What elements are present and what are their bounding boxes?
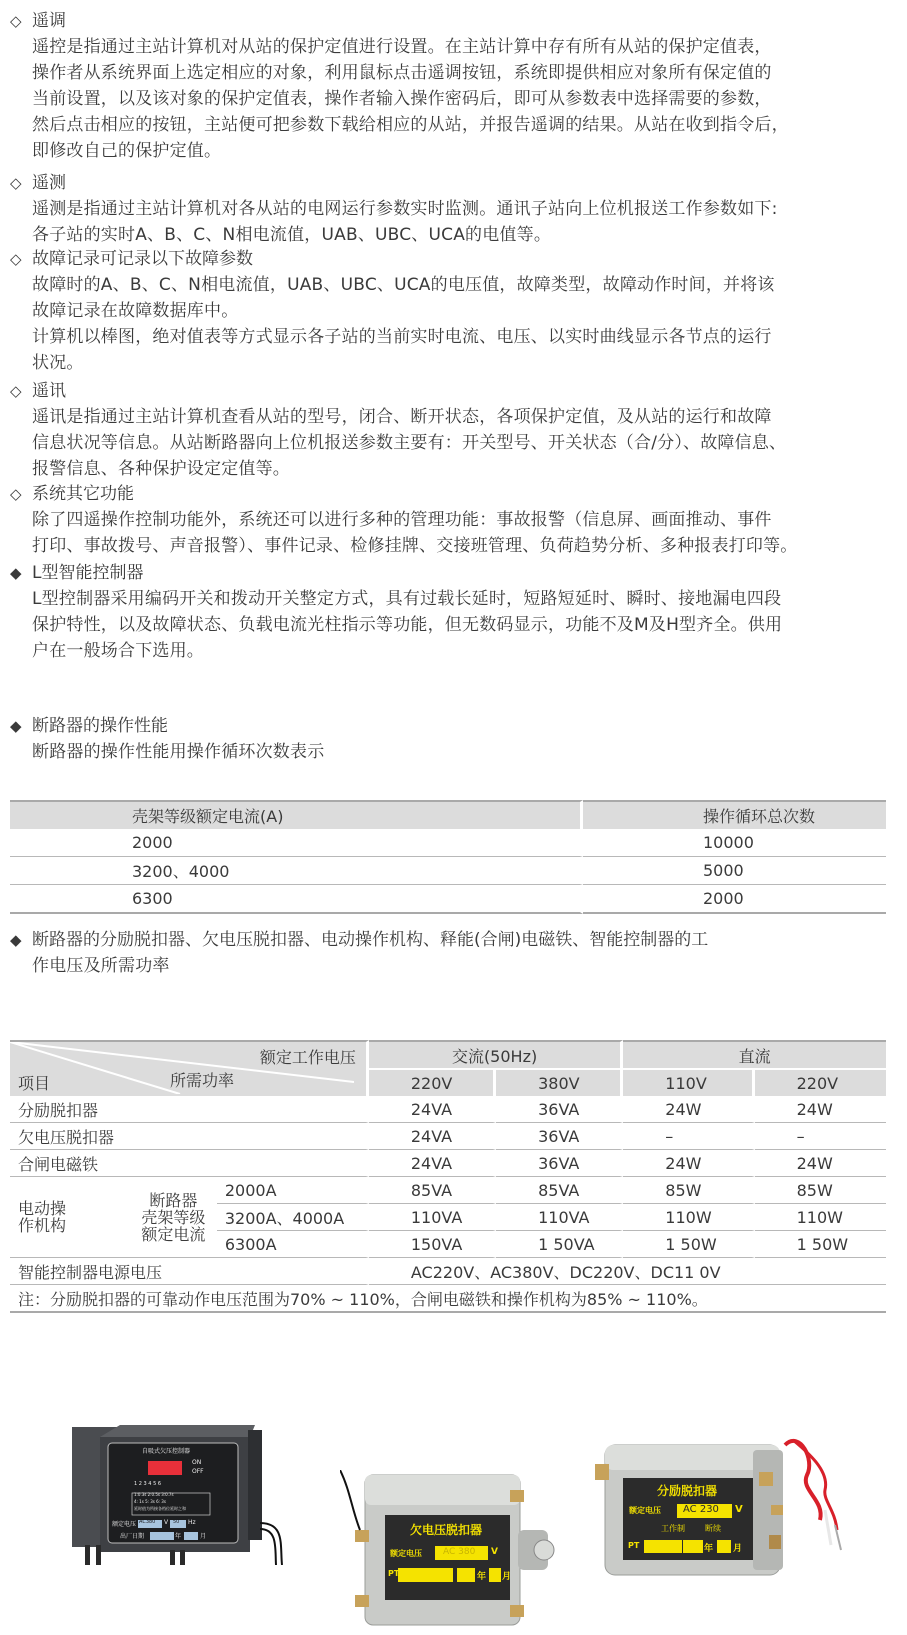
cell-frame-current: 3200、4000 bbox=[10, 857, 583, 885]
controller-value: AC220V、AC380V、DC220V、DC11 0V bbox=[369, 1258, 886, 1285]
operation-table-header bbox=[10, 800, 886, 829]
undervoltage-release-photo bbox=[340, 1470, 555, 1630]
cell-value: 110VA bbox=[369, 1204, 496, 1231]
cell-value: 85VA bbox=[496, 1177, 623, 1204]
body-line: 遥控是指通过主站计算机对从站的保护定值进行设置。在主站计算中存有所有从站的保护定值表， bbox=[32, 37, 772, 57]
controller-rated-value: AC380 bbox=[139, 1519, 156, 1525]
cell-frame-current: 2000 bbox=[10, 829, 583, 857]
header-item: 项目 bbox=[18, 1074, 51, 1093]
header-dc: 直流 bbox=[623, 1040, 886, 1070]
note-row bbox=[10, 1285, 886, 1313]
header-dc-220v: 220V bbox=[755, 1070, 886, 1096]
cell-value: 24W bbox=[755, 1150, 886, 1177]
section bbox=[10, 170, 900, 248]
undervoltage-rated-value: AC 380 bbox=[443, 1547, 476, 1557]
operation-subtitle: 断路器的操作性能用操作循环次数表示 bbox=[32, 742, 325, 762]
power-heading: ◆ 断路器的分励脱扣器、欠电压脱扣器、电动操作机构、释能(合闸)电磁铁、智能控制器的工 bbox=[10, 927, 900, 953]
body-line: 遥讯是指通过主站计算机查看从站的型号，闭合、断开状态，各项保护定值，及从站的运行和故障 bbox=[32, 407, 772, 427]
header-cycles: 操作循环总次数 bbox=[583, 800, 886, 829]
row-item: 分励脱扣器 bbox=[10, 1096, 369, 1123]
diamond-outline-icon: ◇ bbox=[10, 485, 22, 503]
diamond-outline-icon: ◇ bbox=[10, 250, 22, 268]
shunt-label-title: 分励脱扣器 bbox=[657, 1484, 718, 1498]
cell-value: 1 50W bbox=[623, 1231, 754, 1258]
body-line: L型控制器采用编码开关和拨动开关整定方式，具有过载长延时，短路短延时、瞬时、接地漏电四段 bbox=[32, 589, 782, 609]
body-line: 当前设置，以及该对象的保护定值表，操作者输入操作密码后，即可从参数表中选择需要的参数， bbox=[32, 89, 772, 109]
table-note: 注：分励脱扣器的可靠动作电压范围为70% ~ 110%，合闸电磁铁和操作机构为85% ~ 110%。 bbox=[10, 1285, 886, 1313]
cell-value: 24VA bbox=[369, 1096, 496, 1123]
cell-value: 85W bbox=[623, 1177, 754, 1204]
table-row bbox=[10, 829, 886, 857]
section-body bbox=[10, 272, 900, 376]
undervoltage-v: V bbox=[491, 1547, 498, 1557]
controller-year: 年 bbox=[175, 1533, 182, 1540]
controller-label-title: 自吸式欠压控制器 bbox=[142, 1448, 191, 1455]
section-heading bbox=[10, 481, 900, 507]
table-row bbox=[10, 1150, 886, 1177]
section bbox=[10, 246, 900, 376]
section-title: 遥讯 bbox=[32, 381, 66, 401]
cell-value: 24W bbox=[755, 1096, 886, 1123]
power-section bbox=[10, 927, 900, 979]
section-body bbox=[10, 34, 900, 164]
body-line: 户在一般场合下选用。 bbox=[32, 641, 204, 661]
section-title: 遥测 bbox=[32, 173, 66, 193]
shunt-release-body bbox=[585, 1400, 855, 1580]
header-rated-voltage: 额定工作电压 bbox=[259, 1048, 356, 1067]
section-body bbox=[10, 404, 900, 482]
header-dc-110v: 110V bbox=[623, 1070, 754, 1096]
section-body bbox=[10, 507, 900, 559]
undervoltage-label-title: 欠电压脱扣器 bbox=[410, 1523, 483, 1537]
controller-label-on: ON bbox=[192, 1459, 202, 1466]
cell-value: 1 50VA bbox=[496, 1231, 623, 1258]
section-heading bbox=[10, 378, 900, 404]
cell-cycles: 2000 bbox=[583, 885, 886, 914]
table-row bbox=[10, 1177, 886, 1204]
controller-hz: Hz bbox=[188, 1519, 196, 1526]
body-line: 状况。 bbox=[32, 353, 84, 373]
body-line: 报警信息、各种保护设定定值等。 bbox=[32, 459, 290, 479]
section-title: L型智能控制器 bbox=[32, 563, 144, 583]
body-line: 故障记录在故障数据库中。 bbox=[32, 301, 239, 321]
body-line: 打印、事故拨号、声音报警）、事件记录、检修挂牌、交接班管理、负荷趋势分析、多种报表打印等。 bbox=[32, 536, 798, 556]
shunt-duty-label: 工作制 bbox=[661, 1524, 685, 1533]
cell-value: 24W bbox=[623, 1150, 754, 1177]
controller-label-off: OFF bbox=[192, 1468, 204, 1475]
cell-value: 36VA bbox=[496, 1150, 623, 1177]
cell-value: 110W bbox=[755, 1204, 886, 1231]
body-line: 即修改自己的保护定值。 bbox=[32, 141, 222, 161]
cell-value: 24VA bbox=[369, 1150, 496, 1177]
cell-value: 1 50W bbox=[755, 1231, 886, 1258]
section-body bbox=[10, 196, 900, 248]
diamond-outline-icon: ◇ bbox=[10, 174, 22, 192]
section bbox=[10, 560, 900, 664]
undervoltage-controller-photo bbox=[70, 1425, 285, 1565]
section-body bbox=[10, 586, 900, 664]
body-line: 保护特性，以及故障状态、负载电流光柱指示等功能，但无数码显示，功能不及M及H型齐全。供用 bbox=[32, 615, 783, 635]
cell-cycles: 10000 bbox=[583, 829, 886, 857]
header-ac-220v: 220V bbox=[369, 1070, 496, 1096]
controller-date-label: 出厂日期 bbox=[120, 1533, 145, 1540]
row-item: 欠电压脱扣器 bbox=[10, 1123, 369, 1150]
controller-v: V bbox=[164, 1519, 169, 1526]
filled-diamond-icon: ◆ bbox=[10, 717, 22, 735]
undervoltage-pt: PT bbox=[388, 1569, 400, 1578]
body-line: 遥测是指通过主站计算机对各从站的电网运行参数实时监测。通讯子站向上位机报送工作参数如下: bbox=[32, 199, 778, 219]
table-row bbox=[10, 1123, 886, 1150]
section-heading bbox=[10, 8, 900, 34]
table-row bbox=[10, 885, 886, 914]
cell-value: – bbox=[755, 1123, 886, 1150]
table-row bbox=[10, 1258, 886, 1285]
body-line: 除了四遥操作控制功能外，系统还可以进行多种的管理功能：事故报警（信息屏、画面推动、事件 bbox=[32, 510, 772, 530]
controller-delay-table: 1:0.3s 2:0.5s 3:0.7s 4: 1s 5: 3s 6: 3s 延时值为所接各档位延时之和 bbox=[134, 1492, 186, 1511]
undervoltage-month: 月 bbox=[502, 1572, 512, 1582]
controller-switch-numbers: 1 2 3 4 5 6 bbox=[134, 1481, 162, 1487]
cell-value: 85W bbox=[755, 1177, 886, 1204]
body-line: 故障时的A、B、C、N相电流值，UAB、UBC、UCA的电压值，故障类型，故障动作时间，并将该 bbox=[32, 275, 775, 295]
cell-value: – bbox=[623, 1123, 754, 1150]
controller-rated-label: 额定电压 bbox=[112, 1521, 137, 1528]
cell-value: 110W bbox=[623, 1204, 754, 1231]
operation-heading: ◆ 断路器的操作性能 bbox=[10, 713, 900, 739]
cell-value: 24W bbox=[623, 1096, 754, 1123]
header-ac-380v: 380V bbox=[496, 1070, 623, 1096]
power-heading-cont: 作电压及所需功率 bbox=[32, 956, 170, 976]
cell-cycles: 5000 bbox=[583, 857, 886, 885]
diamond-outline-icon: ◇ bbox=[10, 382, 22, 400]
motor-item: 电动操 作机构 bbox=[10, 1177, 130, 1258]
operation-table bbox=[10, 800, 886, 914]
header-ac: 交流(50Hz) bbox=[369, 1040, 623, 1070]
section-title: 系统其它功能 bbox=[32, 484, 134, 504]
header-frame-current: 壳架等级额定电流(A) bbox=[10, 800, 583, 829]
section-title: 故障记录可记录以下故障参数 bbox=[32, 249, 253, 269]
section-heading bbox=[10, 246, 900, 272]
motor-frame: 2000A bbox=[217, 1177, 369, 1204]
power-header-row-1 bbox=[10, 1040, 886, 1070]
header-required-power: 所需功率 bbox=[170, 1071, 235, 1090]
cell-value: 36VA bbox=[496, 1123, 623, 1150]
shunt-month: 月 bbox=[733, 1544, 743, 1554]
undervoltage-rated-label: 额定电压 bbox=[390, 1549, 422, 1558]
motor-frame-label: 断路器 壳架等级 额定电流 bbox=[130, 1177, 217, 1258]
diamond-outline-icon: ◇ bbox=[10, 12, 22, 30]
section-heading bbox=[10, 560, 900, 586]
section bbox=[10, 481, 900, 559]
power-table bbox=[10, 1040, 886, 1313]
body-line: 各子站的实时A、B、C、N相电流值，UAB、UBC、UCA的电值等。 bbox=[32, 225, 552, 245]
body-line: 然后点击相应的按钮，主站便可把参数下载给相应的从站，并报告遥调的结果。从站在收到指令后， bbox=[32, 115, 789, 135]
undervoltage-year: 年 bbox=[477, 1572, 487, 1582]
shunt-pt: PT bbox=[628, 1541, 640, 1550]
controller-hz-value: 50 bbox=[173, 1519, 180, 1525]
controller-month: 月 bbox=[200, 1533, 207, 1540]
body-line: 信息状况等信息。从站断路器向上位机报送参数主要有：开关型号、开关状态（合/分）、故障信息、 bbox=[32, 433, 787, 453]
cell-frame-current: 6300 bbox=[10, 885, 583, 914]
filled-diamond-icon: ◆ bbox=[10, 931, 22, 949]
operation-section bbox=[10, 713, 900, 765]
section bbox=[10, 8, 900, 164]
shunt-rated-value: AC 230 bbox=[683, 1504, 719, 1515]
row-item: 合闸电磁铁 bbox=[10, 1150, 369, 1177]
table-row bbox=[10, 857, 886, 885]
filled-diamond-icon: ◆ bbox=[10, 564, 22, 582]
shunt-release-photo bbox=[585, 1400, 855, 1580]
cell-value: 24VA bbox=[369, 1123, 496, 1150]
section-heading bbox=[10, 170, 900, 196]
body-line: 操作者从系统界面上选定相应的对象，利用鼠标点击遥调按钮，系统即提供相应对象所有保定值的 bbox=[32, 63, 772, 83]
cell-value: 36VA bbox=[496, 1096, 623, 1123]
diagonal-header-cell bbox=[10, 1040, 369, 1096]
shunt-duty-value: 断续 bbox=[705, 1524, 721, 1533]
shunt-rated-label: 额定电压 bbox=[629, 1506, 661, 1515]
cell-value: 150VA bbox=[369, 1231, 496, 1258]
motor-frame: 3200A、4000A bbox=[217, 1204, 369, 1231]
controller-item: 智能控制器电源电压 bbox=[10, 1258, 369, 1285]
motor-frame: 6300A bbox=[217, 1231, 369, 1258]
body-line: 计算机以棒图，绝对值表等方式显示各子站的当前实时电流、电压、以实时曲线显示各节点的运行 bbox=[32, 327, 772, 347]
cell-value: 110VA bbox=[496, 1204, 623, 1231]
cell-value: 85VA bbox=[369, 1177, 496, 1204]
table-row bbox=[10, 1096, 886, 1123]
shunt-year: 年 bbox=[704, 1544, 714, 1554]
section-title: 遥调 bbox=[32, 11, 66, 31]
section bbox=[10, 378, 900, 482]
shunt-v: V bbox=[735, 1504, 743, 1515]
